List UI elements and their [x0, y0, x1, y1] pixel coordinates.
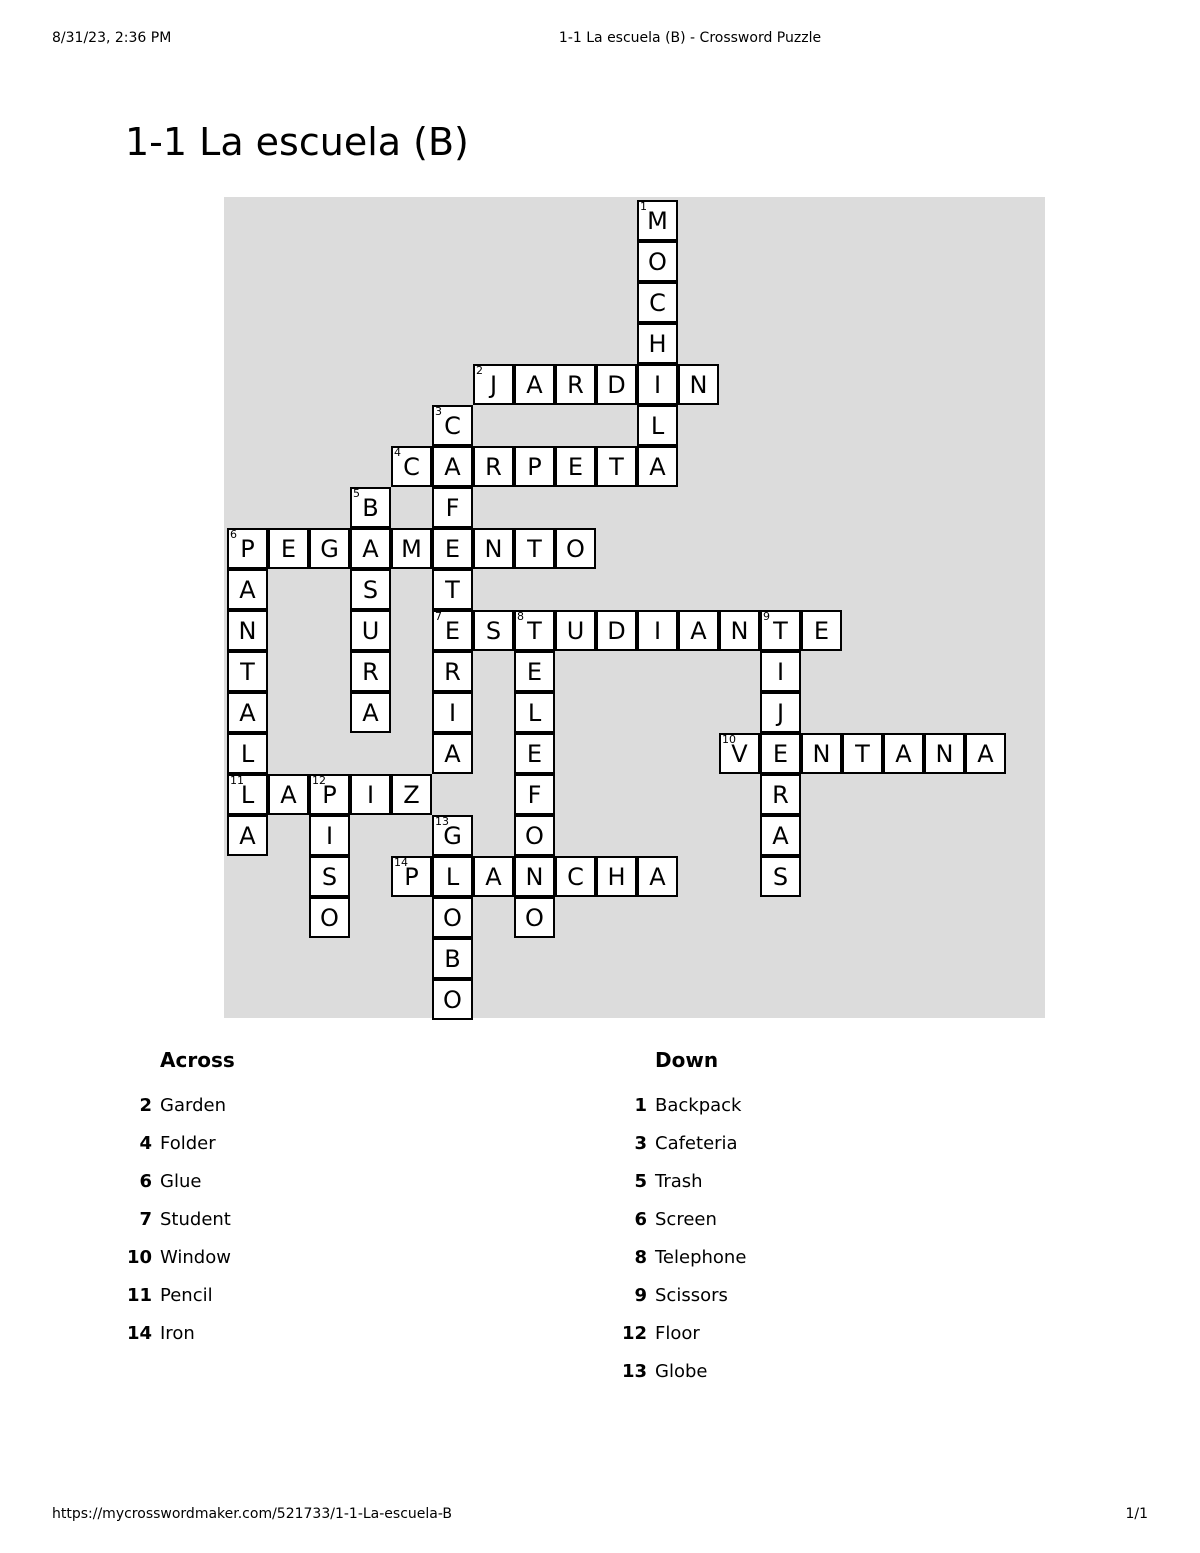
- cell-letter: L: [445, 862, 460, 891]
- cell-letter: E: [813, 616, 830, 645]
- grid-cell[interactable]: [227, 815, 268, 856]
- grid-cell[interactable]: [350, 569, 391, 610]
- cell-letter: T: [445, 575, 460, 604]
- down-clue: [615, 1087, 945, 1125]
- cell-letter: I: [448, 698, 457, 727]
- cell-letter: N: [689, 370, 708, 399]
- grid-cell[interactable]: [432, 897, 473, 938]
- clue-number: 3: [634, 1133, 647, 1154]
- clue-text: Backpack: [655, 1095, 742, 1116]
- cell-letter: P: [527, 452, 542, 481]
- grid-cell[interactable]: [596, 856, 637, 897]
- grid-cell[interactable]: [227, 528, 268, 569]
- print-url: https://mycrosswordmaker.com/521733/1-1-La-escuela-B: [52, 1506, 453, 1522]
- cell-letter: E: [280, 534, 297, 563]
- grid-cell[interactable]: [432, 856, 473, 897]
- grid-cell[interactable]: [432, 815, 473, 856]
- cell-letter: N: [812, 739, 831, 768]
- grid-cell[interactable]: [473, 528, 514, 569]
- cell-letter: A: [239, 698, 256, 727]
- grid-cell[interactable]: [432, 651, 473, 692]
- cell-letter: I: [366, 780, 375, 809]
- cell-letter: T: [773, 616, 788, 645]
- grid-cell[interactable]: [514, 897, 555, 938]
- cell-letter: I: [653, 616, 662, 645]
- cell-letter: E: [444, 616, 461, 645]
- down-heading: Down: [655, 1048, 719, 1072]
- grid-cell[interactable]: [514, 651, 555, 692]
- across-clue: [120, 1239, 450, 1277]
- grid-cell[interactable]: [596, 610, 637, 651]
- clue-text: Glue: [160, 1171, 202, 1192]
- grid-cell[interactable]: [555, 856, 596, 897]
- grid-cell[interactable]: [309, 528, 350, 569]
- cell-letter: D: [607, 370, 626, 399]
- grid-cell[interactable]: [391, 446, 432, 487]
- cell-letter: A: [239, 821, 256, 850]
- cell-letter: N: [525, 862, 544, 891]
- cell-number: 6: [230, 528, 237, 541]
- clue-text: Window: [160, 1247, 231, 1268]
- cell-letter: N: [238, 616, 257, 645]
- cell-letter: H: [648, 329, 667, 358]
- clue-text: Student: [160, 1209, 231, 1230]
- cell-letter: O: [525, 821, 544, 850]
- clue-number: 8: [634, 1247, 647, 1268]
- cell-letter: O: [320, 903, 339, 932]
- cell-letter: G: [320, 534, 339, 563]
- clue-number: 7: [139, 1209, 152, 1230]
- cell-number: 1: [640, 200, 647, 213]
- clue-number: 1: [634, 1095, 647, 1116]
- clue-number: 14: [126, 1323, 152, 1344]
- grid-cell[interactable]: [965, 733, 1006, 774]
- cell-number: 10: [722, 733, 736, 746]
- down-clue: [615, 1239, 945, 1277]
- cell-letter: O: [648, 247, 667, 276]
- grid-cell[interactable]: [227, 692, 268, 733]
- down-clue: [615, 1163, 945, 1201]
- grid-cell[interactable]: [842, 733, 883, 774]
- grid-cell[interactable]: [432, 938, 473, 979]
- grid-cell[interactable]: [760, 774, 801, 815]
- down-clue: [615, 1277, 945, 1315]
- cell-letter: A: [977, 739, 994, 768]
- cell-letter: U: [361, 616, 380, 645]
- grid-cell[interactable]: [514, 528, 555, 569]
- grid-cell[interactable]: [350, 692, 391, 733]
- grid-cell[interactable]: [227, 651, 268, 692]
- grid-cell[interactable]: [514, 692, 555, 733]
- grid-cell[interactable]: [391, 528, 432, 569]
- grid-cell[interactable]: [473, 610, 514, 651]
- cell-letter: N: [484, 534, 503, 563]
- clue-number: 11: [126, 1285, 152, 1306]
- cell-letter: V: [731, 739, 748, 768]
- clue-text: Screen: [655, 1209, 717, 1230]
- clue-text: Cafeteria: [655, 1133, 738, 1154]
- grid-cell[interactable]: [637, 323, 678, 364]
- cell-letter: L: [527, 698, 542, 727]
- across-clue: [120, 1125, 450, 1163]
- cell-letter: E: [444, 534, 461, 563]
- grid-cell[interactable]: [760, 610, 801, 651]
- cell-letter: R: [444, 657, 461, 686]
- cell-letter: I: [776, 657, 785, 686]
- grid-cell[interactable]: [760, 815, 801, 856]
- grid-cell[interactable]: [596, 446, 637, 487]
- cell-letter: A: [239, 575, 256, 604]
- cell-letter: D: [607, 616, 626, 645]
- cell-letter: A: [485, 862, 502, 891]
- cell-letter: B: [362, 493, 379, 522]
- grid-cell[interactable]: [760, 856, 801, 897]
- grid-cell[interactable]: [637, 856, 678, 897]
- cell-letter: A: [649, 862, 666, 891]
- across-clue: [120, 1277, 450, 1315]
- cell-letter: A: [526, 370, 543, 399]
- print-page-title: 1-1 La escuela (B) - Crossword Puzzle: [558, 30, 822, 46]
- cell-letter: O: [443, 985, 462, 1014]
- down-clue: [615, 1315, 945, 1353]
- grid-cell[interactable]: [473, 446, 514, 487]
- cell-letter: A: [444, 452, 461, 481]
- clue-text: Trash: [655, 1171, 703, 1192]
- cell-letter: A: [362, 534, 379, 563]
- cell-letter: S: [772, 862, 789, 891]
- cell-letter: P: [240, 534, 255, 563]
- cell-letter: S: [321, 862, 338, 891]
- grid-cell[interactable]: [227, 569, 268, 610]
- grid-cell[interactable]: [637, 200, 678, 241]
- cell-number: 13: [435, 815, 449, 828]
- grid-cell[interactable]: [555, 528, 596, 569]
- cell-letter: C: [444, 411, 461, 440]
- grid-cell[interactable]: [719, 610, 760, 651]
- down-clues: [615, 1045, 945, 1391]
- grid-cell[interactable]: [801, 733, 842, 774]
- cell-letter: T: [609, 452, 624, 481]
- cell-letter: A: [772, 821, 789, 850]
- cell-number: 11: [230, 774, 244, 787]
- grid-cell[interactable]: [432, 610, 473, 651]
- clue-number: 9: [634, 1285, 647, 1306]
- grid-cell[interactable]: [801, 610, 842, 651]
- grid-cell[interactable]: [719, 733, 760, 774]
- grid-cell[interactable]: [432, 733, 473, 774]
- puzzle-title: 1-1 La escuela (B): [125, 120, 469, 164]
- down-clue: [615, 1125, 945, 1163]
- clue-text: Globe: [655, 1361, 708, 1382]
- grid-cell[interactable]: [432, 446, 473, 487]
- cell-letter: G: [443, 821, 462, 850]
- cell-letter: P: [404, 862, 419, 891]
- down-clue: [615, 1201, 945, 1239]
- grid-cell[interactable]: [309, 815, 350, 856]
- across-clue: [120, 1315, 450, 1353]
- cell-letter: M: [647, 206, 668, 235]
- clue-text: Scissors: [655, 1285, 728, 1306]
- print-datetime: 8/31/23, 2:36 PM: [52, 30, 172, 46]
- cell-letter: L: [240, 739, 255, 768]
- clue-text: Pencil: [160, 1285, 213, 1306]
- clue-number: 13: [621, 1361, 647, 1382]
- grid-cell[interactable]: [350, 528, 391, 569]
- grid-cell[interactable]: [760, 651, 801, 692]
- grid-cell[interactable]: [432, 487, 473, 528]
- cell-number: 3: [435, 405, 442, 418]
- grid-cell[interactable]: [924, 733, 965, 774]
- grid-cell[interactable]: [350, 651, 391, 692]
- cell-letter: A: [280, 780, 297, 809]
- cell-letter: O: [566, 534, 585, 563]
- grid-cell[interactable]: [596, 364, 637, 405]
- cell-letter: N: [935, 739, 954, 768]
- across-clue: [120, 1201, 450, 1239]
- grid-cell[interactable]: [637, 241, 678, 282]
- cell-letter: A: [690, 616, 707, 645]
- across-heading: Across: [160, 1048, 235, 1072]
- cell-letter: A: [444, 739, 461, 768]
- grid-cell[interactable]: [227, 610, 268, 651]
- clue-text: Floor: [655, 1323, 700, 1344]
- clue-number: 2: [139, 1095, 152, 1116]
- cell-letter: S: [485, 616, 502, 645]
- grid-cell[interactable]: [514, 610, 555, 651]
- cell-letter: T: [527, 534, 542, 563]
- grid-cell[interactable]: [760, 692, 801, 733]
- grid-cell[interactable]: [514, 774, 555, 815]
- grid-cell[interactable]: [883, 733, 924, 774]
- cell-letter: F: [527, 780, 542, 809]
- cell-letter: A: [649, 452, 666, 481]
- grid-cell[interactable]: [391, 774, 432, 815]
- down-clue: [615, 1353, 945, 1391]
- grid-cell[interactable]: [350, 487, 391, 528]
- clue-text: Telephone: [655, 1247, 747, 1268]
- cell-number: 5: [353, 487, 360, 500]
- cell-number: 4: [394, 446, 401, 459]
- grid-cell[interactable]: [678, 610, 719, 651]
- cell-letter: U: [566, 616, 585, 645]
- grid-cell[interactable]: [637, 364, 678, 405]
- cell-letter: S: [362, 575, 379, 604]
- grid-cell[interactable]: [227, 774, 268, 815]
- grid-cell[interactable]: [268, 774, 309, 815]
- grid-cell[interactable]: [514, 856, 555, 897]
- clue-number: 12: [621, 1323, 647, 1344]
- clue-number: 6: [634, 1209, 647, 1230]
- grid-cell[interactable]: [227, 733, 268, 774]
- clue-number: 5: [634, 1171, 647, 1192]
- cell-letter: T: [527, 616, 542, 645]
- cell-letter: R: [772, 780, 789, 809]
- cell-letter: E: [567, 452, 584, 481]
- cell-letter: C: [567, 862, 584, 891]
- grid-cell[interactable]: [555, 364, 596, 405]
- grid-cell[interactable]: [514, 733, 555, 774]
- cell-letter: E: [526, 657, 543, 686]
- cell-letter: O: [443, 903, 462, 932]
- grid-cell[interactable]: [268, 528, 309, 569]
- cell-letter: F: [445, 493, 460, 522]
- cell-letter: J: [489, 370, 498, 399]
- grid-cell[interactable]: [432, 528, 473, 569]
- cell-letter: T: [240, 657, 255, 686]
- grid-cell[interactable]: [309, 856, 350, 897]
- across-clue: [120, 1087, 450, 1125]
- grid-cell[interactable]: [391, 856, 432, 897]
- cell-letter: C: [403, 452, 420, 481]
- print-page-number: 1/1: [1125, 1506, 1148, 1522]
- grid-cell[interactable]: [432, 979, 473, 1020]
- cell-letter: I: [653, 370, 662, 399]
- across-clue: [120, 1163, 450, 1201]
- grid-cell[interactable]: [678, 364, 719, 405]
- clue-number: 4: [139, 1133, 152, 1154]
- grid-cell[interactable]: [350, 774, 391, 815]
- grid-cell[interactable]: [514, 364, 555, 405]
- cell-letter: R: [485, 452, 502, 481]
- cell-letter: P: [322, 780, 337, 809]
- cell-letter: M: [401, 534, 422, 563]
- grid-cell[interactable]: [637, 610, 678, 651]
- clue-text: Garden: [160, 1095, 226, 1116]
- grid-cell[interactable]: [309, 897, 350, 938]
- grid-cell[interactable]: [473, 364, 514, 405]
- cell-number: 7: [435, 610, 442, 623]
- grid-cell[interactable]: [432, 405, 473, 446]
- clue-number: 6: [139, 1171, 152, 1192]
- grid-cell[interactable]: [473, 856, 514, 897]
- cell-letter: R: [362, 657, 379, 686]
- grid-cell[interactable]: [432, 569, 473, 610]
- clue-number: 10: [126, 1247, 152, 1268]
- cell-letter: A: [362, 698, 379, 727]
- cell-letter: H: [607, 862, 626, 891]
- cell-letter: O: [525, 903, 544, 932]
- grid-cell[interactable]: [637, 282, 678, 323]
- crossword-grid: [224, 197, 1045, 1018]
- grid-cell[interactable]: [514, 446, 555, 487]
- cell-letter: A: [895, 739, 912, 768]
- across-clues: [120, 1045, 450, 1353]
- cell-number: 12: [312, 774, 326, 787]
- grid-cell[interactable]: [555, 610, 596, 651]
- cell-letter: T: [855, 739, 870, 768]
- grid-cell[interactable]: [432, 692, 473, 733]
- cell-letter: L: [240, 780, 255, 809]
- grid-cell[interactable]: [514, 815, 555, 856]
- cell-letter: I: [325, 821, 334, 850]
- grid-cell[interactable]: [760, 733, 801, 774]
- cell-number: 14: [394, 856, 408, 869]
- clue-text: Iron: [160, 1323, 195, 1344]
- cell-letter: E: [526, 739, 543, 768]
- grid-cell[interactable]: [350, 610, 391, 651]
- cell-number: 8: [517, 610, 524, 623]
- cell-letter: L: [650, 411, 665, 440]
- cell-letter: C: [649, 288, 666, 317]
- cell-letter: B: [444, 944, 461, 973]
- cell-letter: N: [730, 616, 749, 645]
- cell-letter: Z: [403, 780, 420, 809]
- grid-cell[interactable]: [309, 774, 350, 815]
- grid-cell[interactable]: [555, 446, 596, 487]
- cell-letter: E: [772, 739, 789, 768]
- cell-number: 9: [763, 610, 770, 623]
- grid-cell[interactable]: [637, 405, 678, 446]
- cell-letter: R: [567, 370, 584, 399]
- cell-letter: J: [776, 698, 785, 727]
- grid-cell[interactable]: [637, 446, 678, 487]
- cell-number: 2: [476, 364, 483, 377]
- clue-text: Folder: [160, 1133, 216, 1154]
